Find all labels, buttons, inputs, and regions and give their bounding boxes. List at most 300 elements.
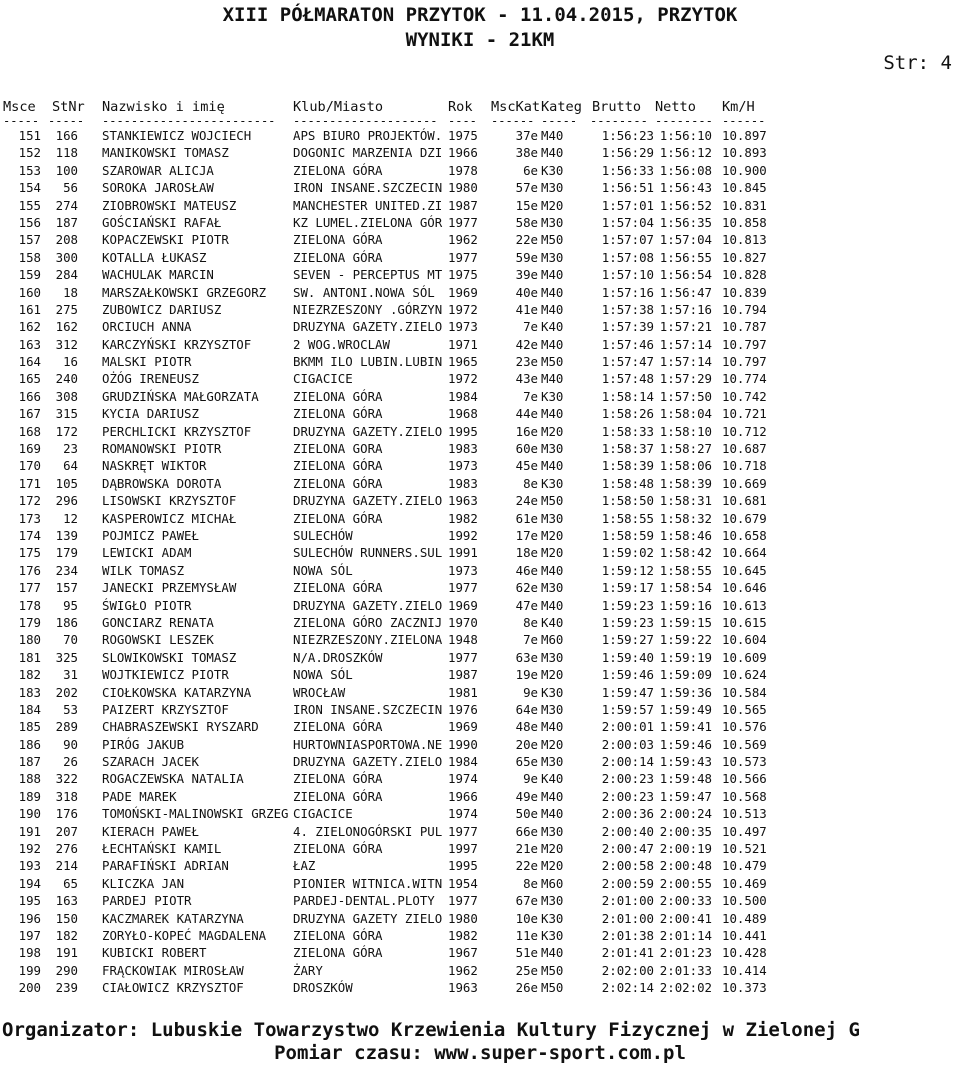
cell-name: SOROKA JAROSŁAW xyxy=(102,180,214,196)
cell-rok: 1984 xyxy=(448,388,478,404)
cell-name: PARAFIŃSKI ADRIAN xyxy=(102,858,229,874)
table-row xyxy=(0,562,960,579)
cell-kat: M50 xyxy=(541,962,564,978)
table-row xyxy=(0,875,960,892)
cell-msce: 160 xyxy=(18,284,41,300)
cell-rok: 1977 xyxy=(448,649,478,665)
cell-kat: M30 xyxy=(541,701,564,717)
table-row xyxy=(0,927,960,944)
cell-msckat: 22e xyxy=(515,232,538,248)
cell-msce: 180 xyxy=(18,632,41,648)
cell-name: MALSKI PIOTR xyxy=(102,354,192,370)
cell-rok: 1970 xyxy=(448,614,478,630)
cell-km: 10.489 xyxy=(722,910,767,926)
cell-rok: 1967 xyxy=(448,945,478,961)
cell-netto: 1:58:46 xyxy=(659,527,712,543)
sep-netto: -------- xyxy=(655,114,713,128)
cell-km: 10.828 xyxy=(722,267,767,283)
cell-msce: 199 xyxy=(18,962,41,978)
cell-msckat: 17e xyxy=(515,527,538,543)
cell-kat: K40 xyxy=(541,771,564,787)
cell-brutto: 1:57:39 xyxy=(601,319,654,335)
cell-km: 10.609 xyxy=(722,649,767,665)
cell-stnr: 18 xyxy=(63,284,78,300)
cell-msckat: 44e xyxy=(515,406,538,422)
sep-kat: ----- xyxy=(541,114,578,128)
cell-rok: 1977 xyxy=(448,823,478,839)
cell-msckat: 67e xyxy=(515,893,538,909)
cell-name: CIOŁKOWSKA KATARZYNA xyxy=(102,684,252,700)
cell-name: FRĄCKOWIAK MIROSŁAW xyxy=(102,962,244,978)
cell-netto: 1:57:50 xyxy=(659,388,712,404)
cell-brutto: 2:02:14 xyxy=(601,980,654,996)
cell-stnr: 214 xyxy=(55,858,78,874)
cell-stnr: 172 xyxy=(55,423,78,439)
cell-rok: 1987 xyxy=(448,197,478,213)
cell-stnr: 65 xyxy=(63,875,78,891)
cell-netto: 2:00:55 xyxy=(659,875,712,891)
page-subtitle: WYNIKI - 21KM xyxy=(405,29,555,51)
cell-name: SZAROWAR ALICJA xyxy=(102,162,214,178)
cell-msckat: 60e xyxy=(515,441,538,457)
cell-rok: 1948 xyxy=(448,632,478,648)
cell-msckat: 7e xyxy=(523,388,538,404)
cell-netto: 2:02:02 xyxy=(659,980,712,996)
cell-stnr: 312 xyxy=(55,336,78,352)
cell-msckat: 18e xyxy=(515,545,538,561)
table-row xyxy=(0,736,960,753)
cell-brutto: 1:59:57 xyxy=(601,701,654,717)
cell-brutto: 1:59:27 xyxy=(601,632,654,648)
header-netto: Netto xyxy=(655,99,696,115)
cell-name: ROGOWSKI LESZEK xyxy=(102,632,214,648)
cell-stnr: 105 xyxy=(55,475,78,491)
cell-netto: 1:59:19 xyxy=(659,649,712,665)
cell-kat: M20 xyxy=(541,423,564,439)
cell-km: 10.604 xyxy=(722,632,767,648)
cell-club: ZIELONA GÓRA xyxy=(293,945,383,961)
cell-club: 4. ZIELONOGÓRSKI PUL xyxy=(293,823,443,839)
cell-km: 10.893 xyxy=(722,145,767,161)
cell-name: PAIZERT KRZYSZTOF xyxy=(102,701,229,717)
cell-name: PADE MAREK xyxy=(102,788,177,804)
cell-msce: 159 xyxy=(18,267,41,283)
cell-rok: 1990 xyxy=(448,736,478,752)
cell-brutto: 1:56:33 xyxy=(601,162,654,178)
cell-club: ZIELONA GÓRA xyxy=(293,162,383,178)
cell-name: LISOWSKI KRZYSZTOF xyxy=(102,493,237,509)
cell-club: ZIELONA GÓRA xyxy=(293,719,383,735)
cell-msckat: 58e xyxy=(515,214,538,230)
cell-brutto: 2:00:40 xyxy=(601,823,654,839)
page-title: XIII PÓŁMARATON PRZYTOK - 11.04.2015, PRZYTOK xyxy=(222,4,738,26)
table-row xyxy=(0,718,960,735)
cell-msce: 194 xyxy=(18,875,41,891)
cell-club: ZIELONA GÓRA xyxy=(293,580,383,596)
cell-rok: 1982 xyxy=(448,510,478,526)
cell-brutto: 1:59:40 xyxy=(601,649,654,665)
table-row xyxy=(0,457,960,474)
cell-stnr: 139 xyxy=(55,527,78,543)
table-row xyxy=(0,144,960,161)
cell-km: 10.787 xyxy=(722,319,767,335)
cell-brutto: 1:56:51 xyxy=(601,180,654,196)
sep-club: -------------------- xyxy=(293,114,438,128)
cell-club: NIEZRZESZONY.ZIELONA xyxy=(293,632,443,648)
cell-netto: 1:57:14 xyxy=(659,354,712,370)
cell-club: ZIELONA GÓRA xyxy=(293,406,383,422)
cell-rok: 1981 xyxy=(448,684,478,700)
cell-kat: M40 xyxy=(541,719,564,735)
cell-stnr: 70 xyxy=(63,632,78,648)
cell-stnr: 179 xyxy=(55,545,78,561)
cell-rok: 1971 xyxy=(448,336,478,352)
cell-km: 10.658 xyxy=(722,527,767,543)
cell-kat: M40 xyxy=(541,128,564,143)
cell-rok: 1997 xyxy=(448,841,478,857)
cell-km: 10.712 xyxy=(722,423,767,439)
cell-msce: 170 xyxy=(18,458,41,474)
cell-brutto: 1:58:55 xyxy=(601,510,654,526)
cell-club: ZIELONA GÓRA xyxy=(293,841,383,857)
cell-club: SULECHÓW RUNNERS.SUL xyxy=(293,545,443,561)
cell-rok: 1980 xyxy=(448,910,478,926)
cell-rok: 1973 xyxy=(448,319,478,335)
cell-club: DROSZKÓW xyxy=(293,980,353,996)
cell-stnr: 53 xyxy=(63,701,78,717)
cell-name: WOJTKIEWICZ PIOTR xyxy=(102,667,229,683)
cell-club: DRUZYNA GAZETY.ZIELO xyxy=(293,493,443,509)
cell-kat: M40 xyxy=(541,406,564,422)
cell-kat: M40 xyxy=(541,371,564,387)
cell-km: 10.718 xyxy=(722,458,767,474)
cell-club: ZIELONA GÓRA xyxy=(293,771,383,787)
cell-netto: 1:58:31 xyxy=(659,493,712,509)
cell-netto: 1:56:08 xyxy=(659,162,712,178)
cell-name: STANKIEWICZ WOJCIECH xyxy=(102,128,252,143)
cell-msckat: 19e xyxy=(515,667,538,683)
cell-club: ŁAZ xyxy=(293,858,316,874)
cell-stnr: 318 xyxy=(55,788,78,804)
cell-msckat: 63e xyxy=(515,649,538,665)
cell-club: ZIELONA GÓRA xyxy=(293,232,383,248)
cell-stnr: 240 xyxy=(55,371,78,387)
cell-kat: M40 xyxy=(541,597,564,613)
cell-club: HURTOWNIASPORTOWA.NE xyxy=(293,736,443,752)
cell-stnr: 202 xyxy=(55,684,78,700)
cell-netto: 2:01:33 xyxy=(659,962,712,978)
results-table xyxy=(0,98,960,997)
cell-msce: 187 xyxy=(18,754,41,770)
cell-rok: 1963 xyxy=(448,980,478,996)
cell-netto: 1:56:55 xyxy=(659,249,712,265)
cell-brutto: 1:57:38 xyxy=(601,301,654,317)
cell-netto: 1:59:48 xyxy=(659,771,712,787)
cell-brutto: 1:59:47 xyxy=(601,684,654,700)
cell-msckat: 9e xyxy=(523,771,538,787)
cell-msce: 181 xyxy=(18,649,41,665)
cell-kat: K40 xyxy=(541,614,564,630)
cell-brutto: 1:58:39 xyxy=(601,458,654,474)
table-row xyxy=(0,179,960,196)
cell-km: 10.721 xyxy=(722,406,767,422)
cell-brutto: 2:00:01 xyxy=(601,719,654,735)
cell-club: ZIELONA GÓRA xyxy=(293,927,383,943)
cell-netto: 2:01:14 xyxy=(659,927,712,943)
cell-msckat: 7e xyxy=(523,632,538,648)
cell-netto: 1:58:32 xyxy=(659,510,712,526)
cell-msckat: 23e xyxy=(515,354,538,370)
cell-msce: 177 xyxy=(18,580,41,596)
cell-name: ŁECHTAŃSKI KAMIL xyxy=(102,841,222,857)
cell-msckat: 38e xyxy=(515,145,538,161)
cell-club: 2 WOG.WROCLAW xyxy=(293,336,390,352)
table-row xyxy=(0,405,960,422)
cell-name: ROMANOWSKI PIOTR xyxy=(102,441,222,457)
table-row xyxy=(0,370,960,387)
cell-msce: 190 xyxy=(18,806,41,822)
cell-brutto: 2:00:58 xyxy=(601,858,654,874)
table-row xyxy=(0,127,960,144)
cell-club: ZIELONA GÓRA xyxy=(293,249,383,265)
table-row xyxy=(0,823,960,840)
cell-brutto: 1:57:04 xyxy=(601,214,654,230)
cell-kat: K30 xyxy=(541,684,564,700)
cell-kat: M40 xyxy=(541,458,564,474)
cell-brutto: 2:00:36 xyxy=(601,806,654,822)
cell-msce: 162 xyxy=(18,319,41,335)
header-msckat: MscKat xyxy=(491,99,541,115)
cell-name: NASKRĘT WIKTOR xyxy=(102,458,207,474)
cell-name: KOPACZEWSKI PIOTR xyxy=(102,232,229,248)
cell-club: SEVEN - PERCEPTUS MT xyxy=(293,267,443,283)
sep-stnr: ----- xyxy=(48,114,85,128)
cell-km: 10.742 xyxy=(722,388,767,404)
cell-name: KYCIA DARIUSZ xyxy=(102,406,199,422)
cell-name: ZUBOWICZ DARIUSZ xyxy=(102,301,222,317)
cell-rok: 1995 xyxy=(448,423,478,439)
cell-rok: 1977 xyxy=(448,893,478,909)
cell-name: PARDEJ PIOTR xyxy=(102,893,192,909)
cell-stnr: 308 xyxy=(55,388,78,404)
cell-msce: 193 xyxy=(18,858,41,874)
cell-name: DĄBROWSKA DOROTA xyxy=(102,475,222,491)
page-number: Str: 4 xyxy=(883,52,952,74)
cell-msckat: 57e xyxy=(515,180,538,196)
cell-kat: M30 xyxy=(541,249,564,265)
table-row xyxy=(0,944,960,961)
cell-kat: M40 xyxy=(541,788,564,804)
cell-msckat: 48e xyxy=(515,719,538,735)
cell-netto: 1:57:16 xyxy=(659,301,712,317)
cell-kat: M40 xyxy=(541,945,564,961)
cell-brutto: 1:57:47 xyxy=(601,354,654,370)
cell-msce: 179 xyxy=(18,614,41,630)
cell-msce: 183 xyxy=(18,684,41,700)
sep-rok: ---- xyxy=(448,114,477,128)
cell-stnr: 315 xyxy=(55,406,78,422)
cell-name: WILK TOMASZ xyxy=(102,562,185,578)
table-row xyxy=(0,788,960,805)
cell-name: PIRÓG JAKUB xyxy=(102,736,185,752)
cell-msckat: 37e xyxy=(515,128,538,143)
cell-netto: 1:56:35 xyxy=(659,214,712,230)
cell-km: 10.774 xyxy=(722,371,767,387)
cell-msce: 169 xyxy=(18,441,41,457)
cell-brutto: 1:57:46 xyxy=(601,336,654,352)
cell-msckat: 45e xyxy=(515,458,538,474)
cell-msckat: 43e xyxy=(515,371,538,387)
sep-msce: ----- xyxy=(3,114,40,128)
cell-rok: 1987 xyxy=(448,667,478,683)
cell-stnr: 208 xyxy=(55,232,78,248)
header-club: Klub/Miasto xyxy=(293,99,384,115)
cell-kat: M30 xyxy=(541,823,564,839)
cell-msckat: 26e xyxy=(515,980,538,996)
header-brutto: Brutto xyxy=(592,99,642,115)
cell-netto: 2:00:48 xyxy=(659,858,712,874)
cell-km: 10.373 xyxy=(722,980,767,996)
cell-name: PERCHLICKI KRZYSZTOF xyxy=(102,423,252,439)
cell-stnr: 274 xyxy=(55,197,78,213)
cell-msce: 155 xyxy=(18,197,41,213)
cell-rok: 1974 xyxy=(448,806,478,822)
cell-rok: 1974 xyxy=(448,771,478,787)
cell-km: 10.500 xyxy=(722,893,767,909)
cell-name: SZARACH JACEK xyxy=(102,754,199,770)
cell-club: NOWA SÓL xyxy=(293,667,353,683)
cell-msce: 186 xyxy=(18,736,41,752)
cell-netto: 1:58:42 xyxy=(659,545,712,561)
cell-club: DOGONIC MARZENIA DZI xyxy=(293,145,443,161)
cell-brutto: 1:58:50 xyxy=(601,493,654,509)
cell-msckat: 61e xyxy=(515,510,538,526)
cell-msckat: 62e xyxy=(515,580,538,596)
cell-club: DRUZYNA GAZETY.ZIELO xyxy=(293,754,443,770)
cell-km: 10.831 xyxy=(722,197,767,213)
cell-name: MARSZAŁKOWSKI GRZEGORZ xyxy=(102,284,267,300)
cell-msce: 185 xyxy=(18,719,41,735)
sep-brutto: -------- xyxy=(590,114,648,128)
cell-club: APS BIURO PROJEKTÓW. xyxy=(293,128,443,143)
cell-name: ROGACZEWSKA NATALIA xyxy=(102,771,244,787)
cell-msce: 189 xyxy=(18,788,41,804)
cell-msce: 153 xyxy=(18,162,41,178)
table-row xyxy=(0,492,960,509)
cell-kat: M20 xyxy=(541,527,564,543)
cell-msce: 167 xyxy=(18,406,41,422)
cell-name: MANIKOWSKI TOMASZ xyxy=(102,145,229,161)
cell-rok: 1977 xyxy=(448,249,478,265)
cell-netto: 1:56:43 xyxy=(659,180,712,196)
cell-rok: 1977 xyxy=(448,214,478,230)
cell-rok: 1962 xyxy=(448,232,478,248)
cell-name: KUBICKI ROBERT xyxy=(102,945,207,961)
cell-msckat: 16e xyxy=(515,423,538,439)
cell-netto: 1:58:27 xyxy=(659,441,712,457)
cell-brutto: 2:00:47 xyxy=(601,841,654,857)
cell-name: OŻÓG IRENEUSZ xyxy=(102,371,199,387)
cell-msce: 195 xyxy=(18,893,41,909)
table-row xyxy=(0,266,960,283)
cell-msce: 168 xyxy=(18,423,41,439)
cell-netto: 1:56:54 xyxy=(659,267,712,283)
cell-stnr: 16 xyxy=(63,354,78,370)
table-row xyxy=(0,318,960,335)
cell-stnr: 276 xyxy=(55,841,78,857)
cell-msckat: 7e xyxy=(523,319,538,335)
cell-stnr: 290 xyxy=(55,962,78,978)
cell-km: 10.813 xyxy=(722,232,767,248)
cell-rok: 1963 xyxy=(448,493,478,509)
cell-kat: M30 xyxy=(541,580,564,596)
cell-rok: 1962 xyxy=(448,962,478,978)
cell-km: 10.566 xyxy=(722,771,767,787)
cell-brutto: 2:01:41 xyxy=(601,945,654,961)
cell-stnr: 163 xyxy=(55,893,78,909)
cell-rok: 1954 xyxy=(448,875,478,891)
cell-netto: 1:58:06 xyxy=(659,458,712,474)
cell-stnr: 239 xyxy=(55,980,78,996)
cell-kat: M30 xyxy=(541,510,564,526)
table-row xyxy=(0,249,960,266)
cell-netto: 1:57:04 xyxy=(659,232,712,248)
cell-km: 10.576 xyxy=(722,719,767,735)
cell-km: 10.646 xyxy=(722,580,767,596)
cell-stnr: 187 xyxy=(55,214,78,230)
cell-rok: 1966 xyxy=(448,145,478,161)
cell-club: ZIELONA GÓRO ZACZNIJ xyxy=(293,614,443,630)
cell-club: DRUZYNA GAZETY.ZIELO xyxy=(293,597,443,613)
cell-name: ZIOBROWSKI MATEUSZ xyxy=(102,197,237,213)
cell-rok: 1969 xyxy=(448,597,478,613)
cell-name: KASPEROWICZ MICHAŁ xyxy=(102,510,237,526)
table-row xyxy=(0,301,960,318)
header-kat: Kateg xyxy=(541,99,582,115)
cell-stnr: 186 xyxy=(55,614,78,630)
cell-brutto: 2:00:03 xyxy=(601,736,654,752)
cell-stnr: 150 xyxy=(55,910,78,926)
cell-msce: 191 xyxy=(18,823,41,839)
cell-km: 10.573 xyxy=(722,754,767,770)
cell-kat: M20 xyxy=(541,197,564,213)
cell-netto: 1:59:43 xyxy=(659,754,712,770)
cell-kat: M30 xyxy=(541,180,564,196)
cell-msckat: 9e xyxy=(523,684,538,700)
cell-club: ZIELONA GÓRA xyxy=(293,388,383,404)
cell-club: DRUZYNA GAZETY.ZIELO xyxy=(293,319,443,335)
cell-km: 10.679 xyxy=(722,510,767,526)
cell-msckat: 8e xyxy=(523,475,538,491)
cell-km: 10.827 xyxy=(722,249,767,265)
cell-rok: 1991 xyxy=(448,545,478,561)
cell-brutto: 1:57:48 xyxy=(601,371,654,387)
cell-club: WROCŁAW xyxy=(293,684,346,700)
cell-stnr: 64 xyxy=(63,458,78,474)
cell-msckat: 41e xyxy=(515,301,538,317)
cell-msckat: 6e xyxy=(523,162,538,178)
cell-kat: M40 xyxy=(541,284,564,300)
cell-kat: K30 xyxy=(541,388,564,404)
cell-km: 10.794 xyxy=(722,301,767,317)
cell-kat: M20 xyxy=(541,545,564,561)
table-row xyxy=(0,701,960,718)
cell-netto: 1:59:47 xyxy=(659,788,712,804)
table-row xyxy=(0,197,960,214)
cell-km: 10.497 xyxy=(722,823,767,839)
sep-msckat: ------ xyxy=(491,114,535,128)
cell-netto: 1:56:47 xyxy=(659,284,712,300)
